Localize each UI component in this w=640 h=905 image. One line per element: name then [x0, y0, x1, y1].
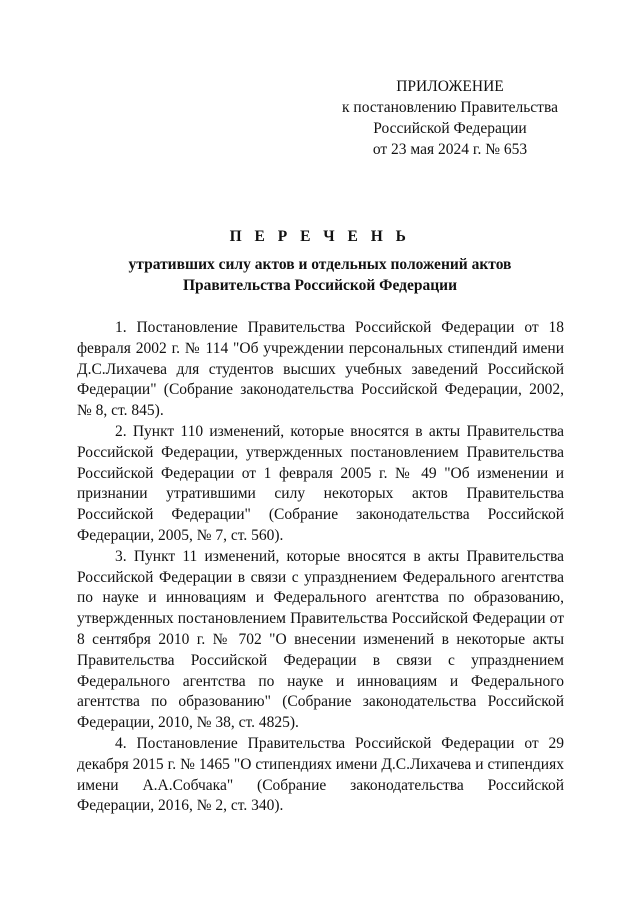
document-subtitle	[60, 254, 580, 296]
document-heading	[60, 226, 580, 296]
appendix-resolution-ref: к постановлению Правительства	[342, 99, 558, 116]
appendix-block	[300, 76, 600, 160]
subtitle-line-1: утративших силу актов и отдельных положений актов	[128, 256, 512, 273]
subtitle-line-2: Правительства Российской Федерации	[182, 277, 458, 294]
list-item-1: 1. Постановление Правительства Российской Федерации от 18 февраля 2002 г. № 114 "Об учреждении персональных стипендий имени Д.С.Лихачева для студентов высших учебных заведений Российской Федерации" (Собрание законодательства Российской Федерации, 2002, № 8, ст. 845).	[77, 319, 564, 420]
appendix-date-number: от 23 мая 2024 г. № 653	[372, 141, 528, 158]
document-body	[77, 318, 564, 817]
appendix-government: Российской Федерации	[373, 120, 527, 137]
list-item-2: 2. Пункт 110 изменений, которые вносятся в акты Правительства Российской Федерации, утвержденных постановлением Правительства Российской Федерации от 1 февраля 2005 г. № 49 "Об изменении и признании утратившими силу некоторых актов Правительства Российской Федерации" (Собрание законодательства Российской Федерации, 2005, № 7, ст. 560).	[77, 422, 564, 544]
document-title: П Е Р Е Ч Е Н Ь	[229, 228, 411, 245]
list-item-3: 3. Пункт 11 изменений, которые вносятся в акты Правительства Российской Федерации в связи с упразднением Федерального агентства по науке и инновациям и Федерального агентства по образованию, утвержденных постановлением Правительства Российской Федерации от 8 сентября 2010 г. № 702 "О внесении изменений в некоторые акты Правительства Российской Федерации в связи с упразднением Федерального агентства по науке и инновациям и Федерального агентства по образованию" (Собрание законодательства Российской Федерации, 2010, № 38, ст. 4825).	[77, 547, 564, 732]
list-item-4: 4. Постановление Правительства Российской Федерации от 29 декабря 2015 г. № 1465 "О стипендиях имени Д.С.Лихачева и стипендиях имени А.А.Собчака" (Собрание законодательства Российской Федерации, 2016, № 2, ст. 340).	[77, 734, 564, 815]
appendix-label: ПРИЛОЖЕНИЕ	[396, 78, 504, 95]
